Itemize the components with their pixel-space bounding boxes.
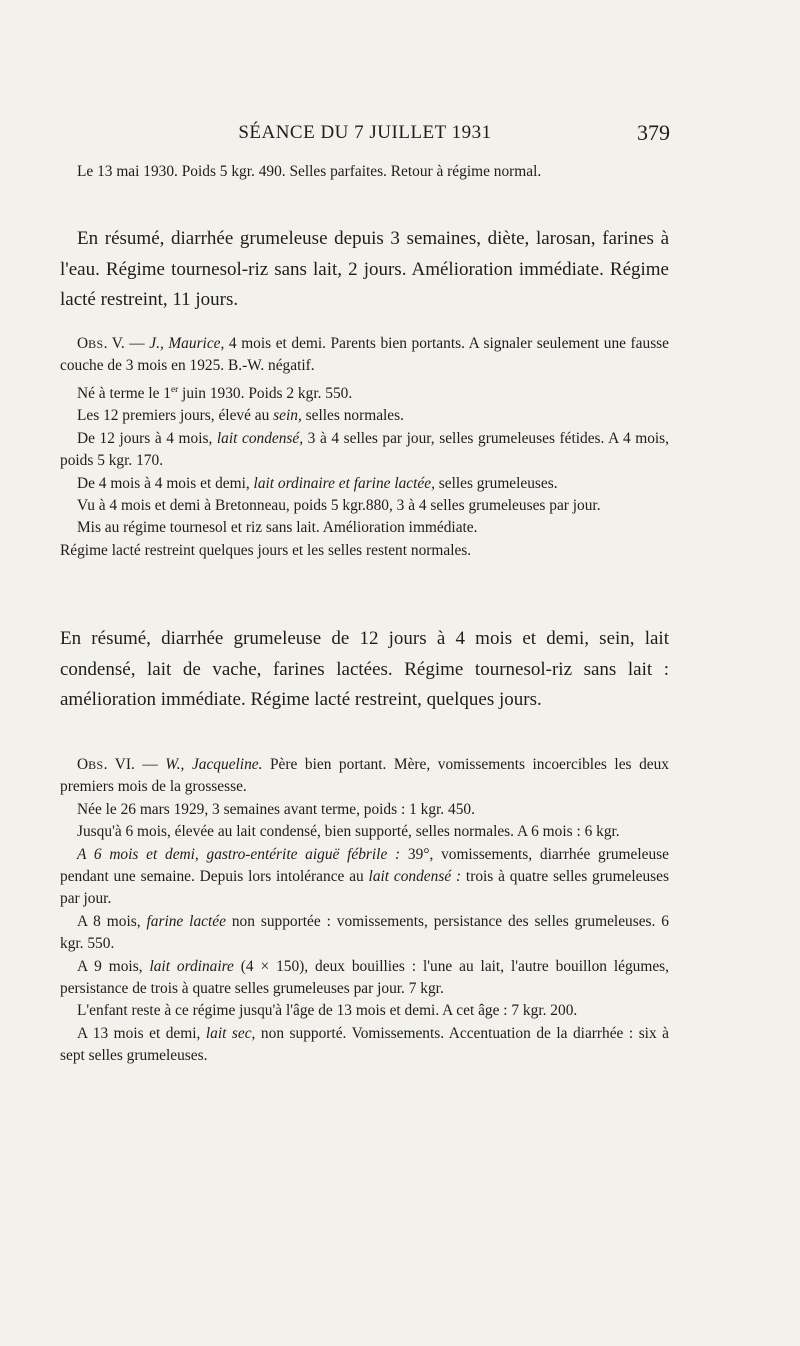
summary-obs5: En résumé, diarrhée grumeleuse de 12 jours à 4 mois et demi, sein, lait condensé, lait de vache, farines lactées. Régime tournesol-riz sans lait : amélioration immédiate. Régime lacté restreint, quelques jours. [60, 628, 669, 710]
obs5-first-days: Les 12 premiers jours, élevé au sein, selles normales. [77, 407, 404, 425]
obs6-intro: OBS. VI. — W., Jacqueline. Père bien portant. Mère, vomissements incoercibles les deux premiers mois de la grossesse. [60, 756, 669, 796]
obs5-4-months: De 4 mois à 4 mois et demi, lait ordinaire et farine lactée, selles grumeleuses. [77, 474, 558, 492]
obs5-bretonneau: Vu à 4 mois et demi à Bretonneau, poids 5 kgr.880, 3 à 4 selles grumeleuses par jour. [77, 496, 601, 514]
page-number: 379 [637, 120, 670, 145]
observation-6 [60, 754, 669, 1068]
obs6-nine-months: A 9 mois, lait ordinaire (4 × 150), deux bouillies : l'une au lait, l'autre bouillon légumes, persistance de trois à quatre selles grumeleuses par jour. 7 kgr. [60, 957, 669, 998]
obs6-six-months: Jusqu'à 6 mois, élevée au lait condensé, bien supporté, selles normales. A 6 mois : 6 kgr. [77, 823, 620, 841]
obs5-intro: OBS. V. — J., Maurice, 4 mois et demi. Parents bien portants. A signaler seulement une fausse couche de 3 mois en 1925. B.-W. négatif. [60, 335, 669, 375]
obs6-gastro: A 6 mois et demi, gastro-entérite aiguë fébrile : 39°, vomissements, diarrhée grumeleuse pendant une semaine. Depuis lors intolérance au lait condensé : trois à quatre selles grumeleuses par jour. [60, 845, 669, 908]
paragraph-retour: Le 13 mai 1930. Poids 5 kgr. 490. Selles parfaites. Retour à régime normal. [77, 163, 542, 180]
running-title: SÉANCE DU 7 JUILLET 1931 [238, 122, 492, 143]
running-head [60, 118, 670, 152]
obs5-birth: Né à terme le 1er juin 1930. Poids 2 kgr. 550. [77, 383, 353, 402]
obs6-thirteen-months: A 13 mois et demi, lait sec, non supporté. Vomissements. Accentuation de la diarrhée : six à sept selles grumeleuses. [60, 1024, 669, 1065]
obs5-12-days: De 12 jours à 4 mois, lait condensé, 3 à 4 selles par jour, selles grumeleuses fétides. A 4 mois, poids 5 kgr. 170. [60, 429, 669, 470]
obs6-birth: Née le 26 mars 1929, 3 semaines avant terme, poids : 1 kgr. 450. [77, 800, 475, 818]
summary-obs4: En résumé, diarrhée grumeleuse depuis 3 semaines, diète, larosan, farines à l'eau. Régime tournesol-riz sans lait, 2 jours. Amélioration immédiate. Régime lacté restreint, 11 jours. [60, 228, 669, 310]
obs6-eight-months: A 8 mois, farine lactée non supportée : vomissements, persistance des selles grumeleuses. 6 kgr. 550. [60, 912, 669, 953]
observation-5 [60, 333, 669, 562]
obs5-restricted: Régime lacté restreint quelques jours et les selles restent normales. [60, 541, 472, 559]
obs6-remains: L'enfant reste à ce régime jusqu'à l'âge de 13 mois et demi. A cet âge : 7 kgr. 200. [77, 1002, 578, 1020]
obs5-regime: Mis au régime tournesol et riz sans lait. Amélioration immédiate. [77, 519, 478, 537]
